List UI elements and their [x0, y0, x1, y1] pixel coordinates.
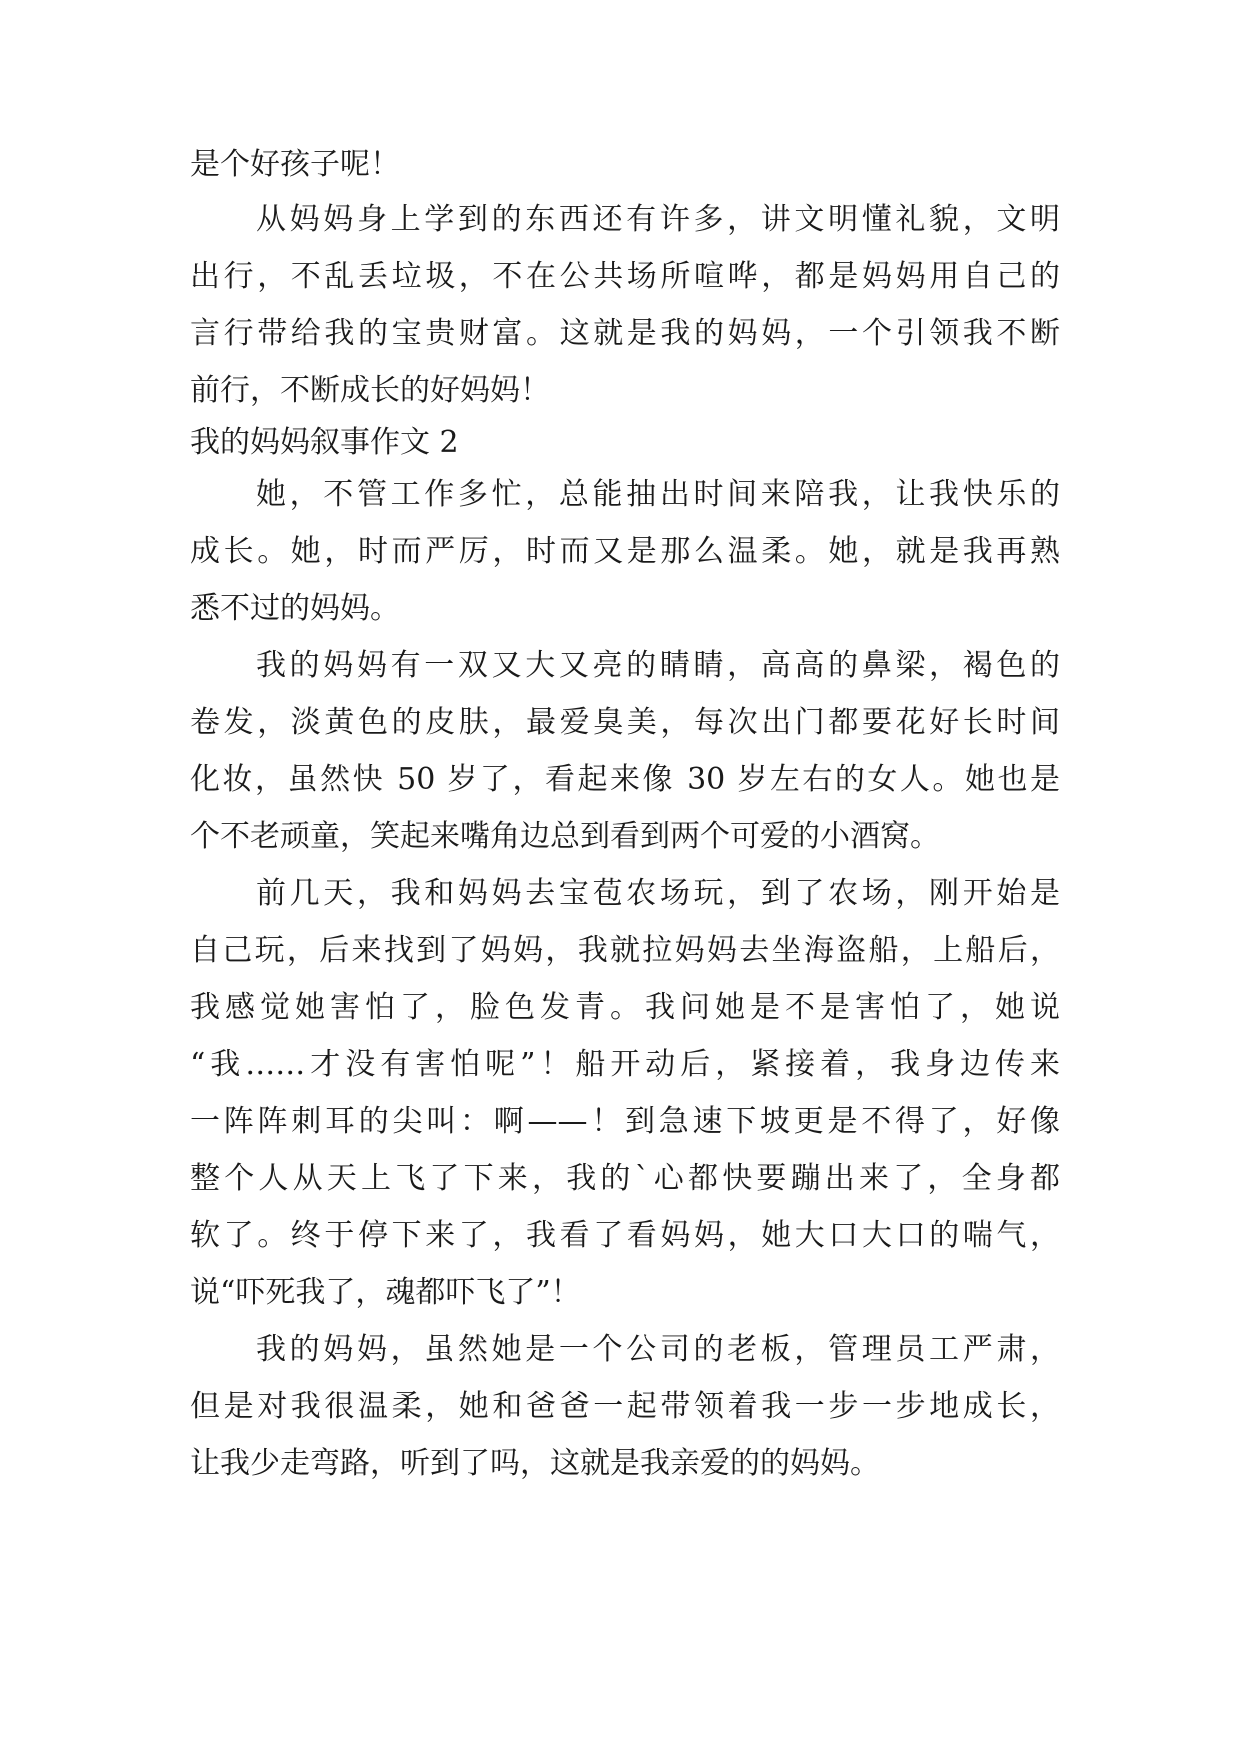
text-line: 我感觉她害怕了，脸色发青。我问她是不是害怕了，她说 [190, 990, 1060, 1025]
text-line: 个不老顽童，笑起来嘴角边总到看到两个可爱的小酒窝。 [190, 819, 940, 854]
text-line: 前几天，我和妈妈去宝苞农场玩，到了农场，刚开始是 [256, 876, 1060, 911]
text-line: 化妆，虽然快 50 岁了，看起来像 30 岁左右的女人。她也是 [190, 762, 1060, 797]
text-line: 悉不过的妈妈。 [190, 591, 400, 626]
text-line: 她，不管工作多忙，总能抽出时间来陪我，让我快乐的 [256, 477, 1060, 512]
text-line: 言行带给我的宝贵财富。这就是我的妈妈，一个引领我不断 [190, 316, 1060, 351]
text-line: 前行，不断成长的好妈妈！ [190, 373, 550, 408]
text-line: 从妈妈身上学到的东西还有许多，讲文明懂礼貌，文明 [256, 202, 1060, 237]
text-line: 说“吓死我了，魂都吓飞了”！ [190, 1275, 581, 1310]
text-line: 是个好孩子呢！ [190, 147, 400, 182]
text-line: 但是对我很温柔，她和爸爸一起带领着我一步一步地成长， [190, 1389, 1060, 1424]
text-line: 我的妈妈有一双又大又亮的睛睛，高高的鼻梁，褐色的 [256, 648, 1060, 683]
text-line: 卷发，淡黄色的皮肤，最爱臭美，每次出门都要花好长时间 [190, 705, 1060, 740]
section-heading: 我的妈妈叙事作文 2 [190, 425, 459, 460]
text-line: 让我少走弯路，听到了吗，这就是我亲爱的的妈妈。 [190, 1446, 880, 1481]
text-line: 一阵阵刺耳的尖叫：啊——！到急速下坡更是不得了，好像 [190, 1104, 1060, 1139]
text-line: 出行，不乱丢垃圾，不在公共场所喧哗，都是妈妈用自己的 [190, 259, 1060, 294]
text-line: “我……才没有害怕呢”！船开动后，紧接着，我身边传来 [190, 1047, 1060, 1082]
text-line: 软了。终于停下来了，我看了看妈妈，她大口大口的喘气， [190, 1218, 1060, 1253]
text-line: 成长。她，时而严厉，时而又是那么温柔。她，就是我再熟 [190, 534, 1060, 569]
text-line: 整个人从天上飞了下来，我的`心都快要蹦出来了，全身都 [190, 1161, 1060, 1196]
text-line: 自己玩，后来找到了妈妈，我就拉妈妈去坐海盗船，上船后， [190, 933, 1060, 968]
text-line: 我的妈妈，虽然她是一个公司的老板，管理员工严肃， [256, 1332, 1060, 1367]
